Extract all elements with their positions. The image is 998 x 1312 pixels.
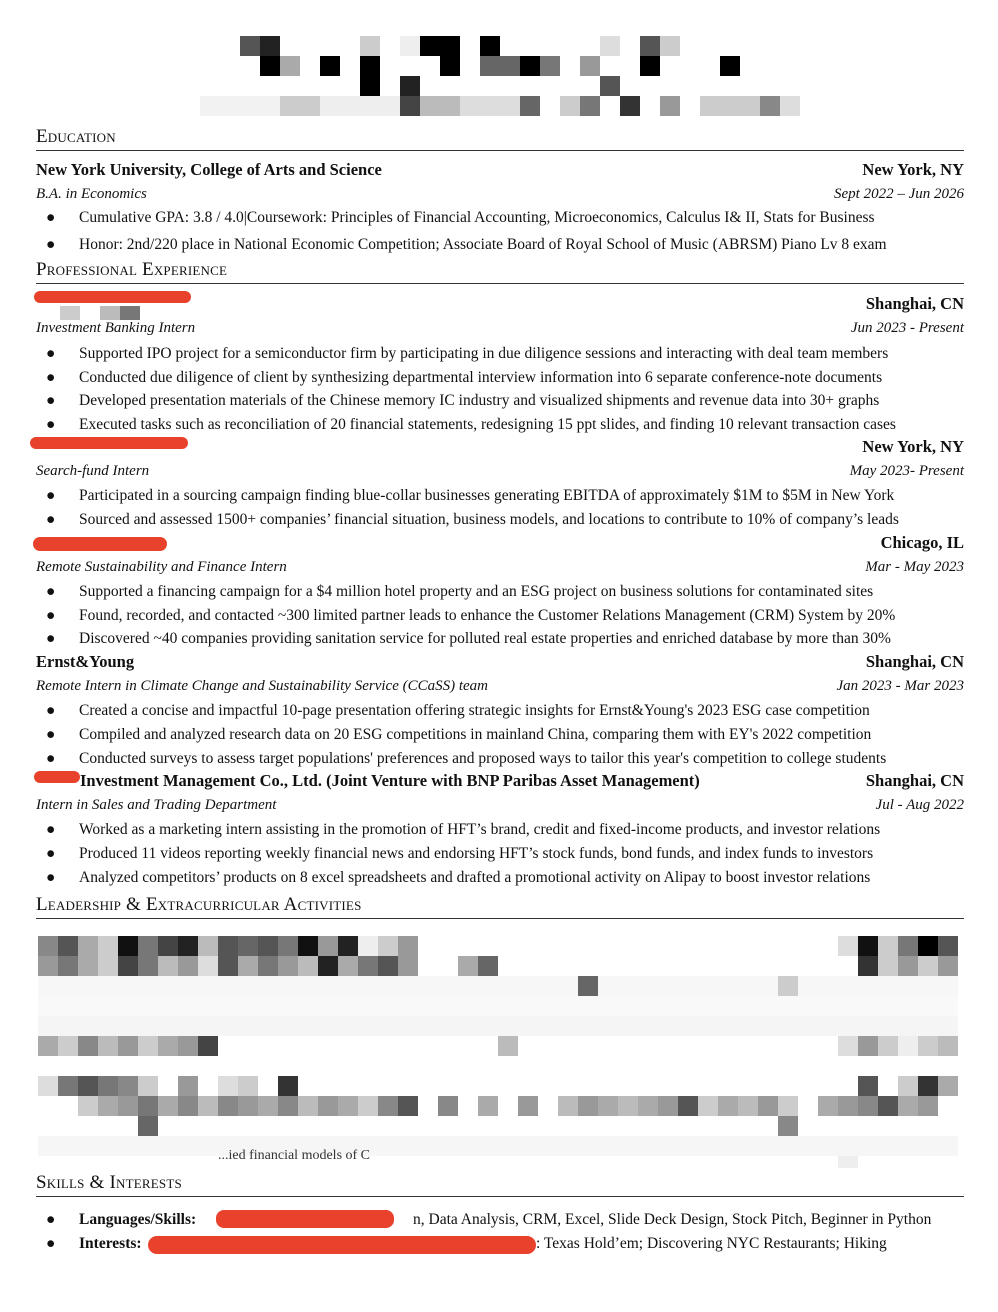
job-dates: May 2023- Present <box>849 463 964 479</box>
job-dates: Jan 2023 - Mar 2023 <box>836 678 964 694</box>
job-dates: Jun 2023 - Present <box>850 320 964 336</box>
section-title-education: Education <box>36 126 964 151</box>
job-header <box>36 770 964 792</box>
job-location: Chicago, IL <box>880 533 964 552</box>
job-location: Shanghai, CN <box>865 294 964 313</box>
job-dates: Jul - Aug 2022 <box>875 797 964 813</box>
job-role-row <box>36 317 964 339</box>
section-title-experience: Professional Experience <box>36 259 964 284</box>
leadership-redacted <box>0 930 998 1170</box>
interests-text: : Texas Hold’em; Discovering NYC Restaurants; Hiking <box>536 1235 887 1252</box>
interests-label: Interests: <box>79 1235 142 1252</box>
school-name: New York University, College of Arts and Science <box>36 160 382 179</box>
skills-label: Languages/Skills: <box>79 1211 197 1228</box>
job-role: Search-fund Intern <box>36 463 150 479</box>
education-header <box>36 159 964 181</box>
job-header <box>36 293 964 315</box>
job-dates: Mar - May 2023 <box>865 559 964 575</box>
company-name: Ernst&Young <box>36 652 135 671</box>
job-role: Remote Intern in Climate Change and Sustainability Service (CCaSS) team <box>36 678 489 694</box>
degree-dates: Sept 2022 – Jun 2026 <box>834 186 964 202</box>
job-role: Intern in Sales and Trading Department <box>36 797 277 813</box>
school-location: New York, NY <box>862 160 964 179</box>
redaction-mark <box>148 1236 536 1254</box>
job-header <box>36 436 964 458</box>
job-role-row <box>36 556 964 578</box>
job-role-row <box>36 675 964 697</box>
company-name: Investment Management Co., Ltd. (Joint Venture with BNP Paribas Asset Management) <box>80 771 700 790</box>
job-role: Investment Banking Intern <box>36 320 196 336</box>
redaction-mark <box>216 1210 394 1228</box>
job-header <box>36 651 964 673</box>
section-title-skills: Skills & Interests <box>36 1172 964 1197</box>
section-title-leadership: Leadership & Extracurricular Activities <box>36 894 964 919</box>
job-role-row <box>36 794 964 816</box>
job-role: Remote Sustainability and Finance Intern <box>36 559 287 575</box>
leadership-fragment: ...ied financial models of C <box>218 1148 371 1163</box>
degree: B.A. in Economics <box>36 186 147 202</box>
job-location: Shanghai, CN <box>865 771 964 790</box>
job-role-row <box>36 460 964 482</box>
job-location: Shanghai, CN <box>865 652 964 671</box>
header-redacted <box>0 0 998 120</box>
job-header <box>36 532 964 554</box>
education-degree-row <box>36 183 964 205</box>
skills-text: n, Data Analysis, CRM, Excel, Slide Deck Design, Stock Pitch, Beginner in Python <box>413 1211 932 1228</box>
job-location: New York, NY <box>862 437 964 456</box>
